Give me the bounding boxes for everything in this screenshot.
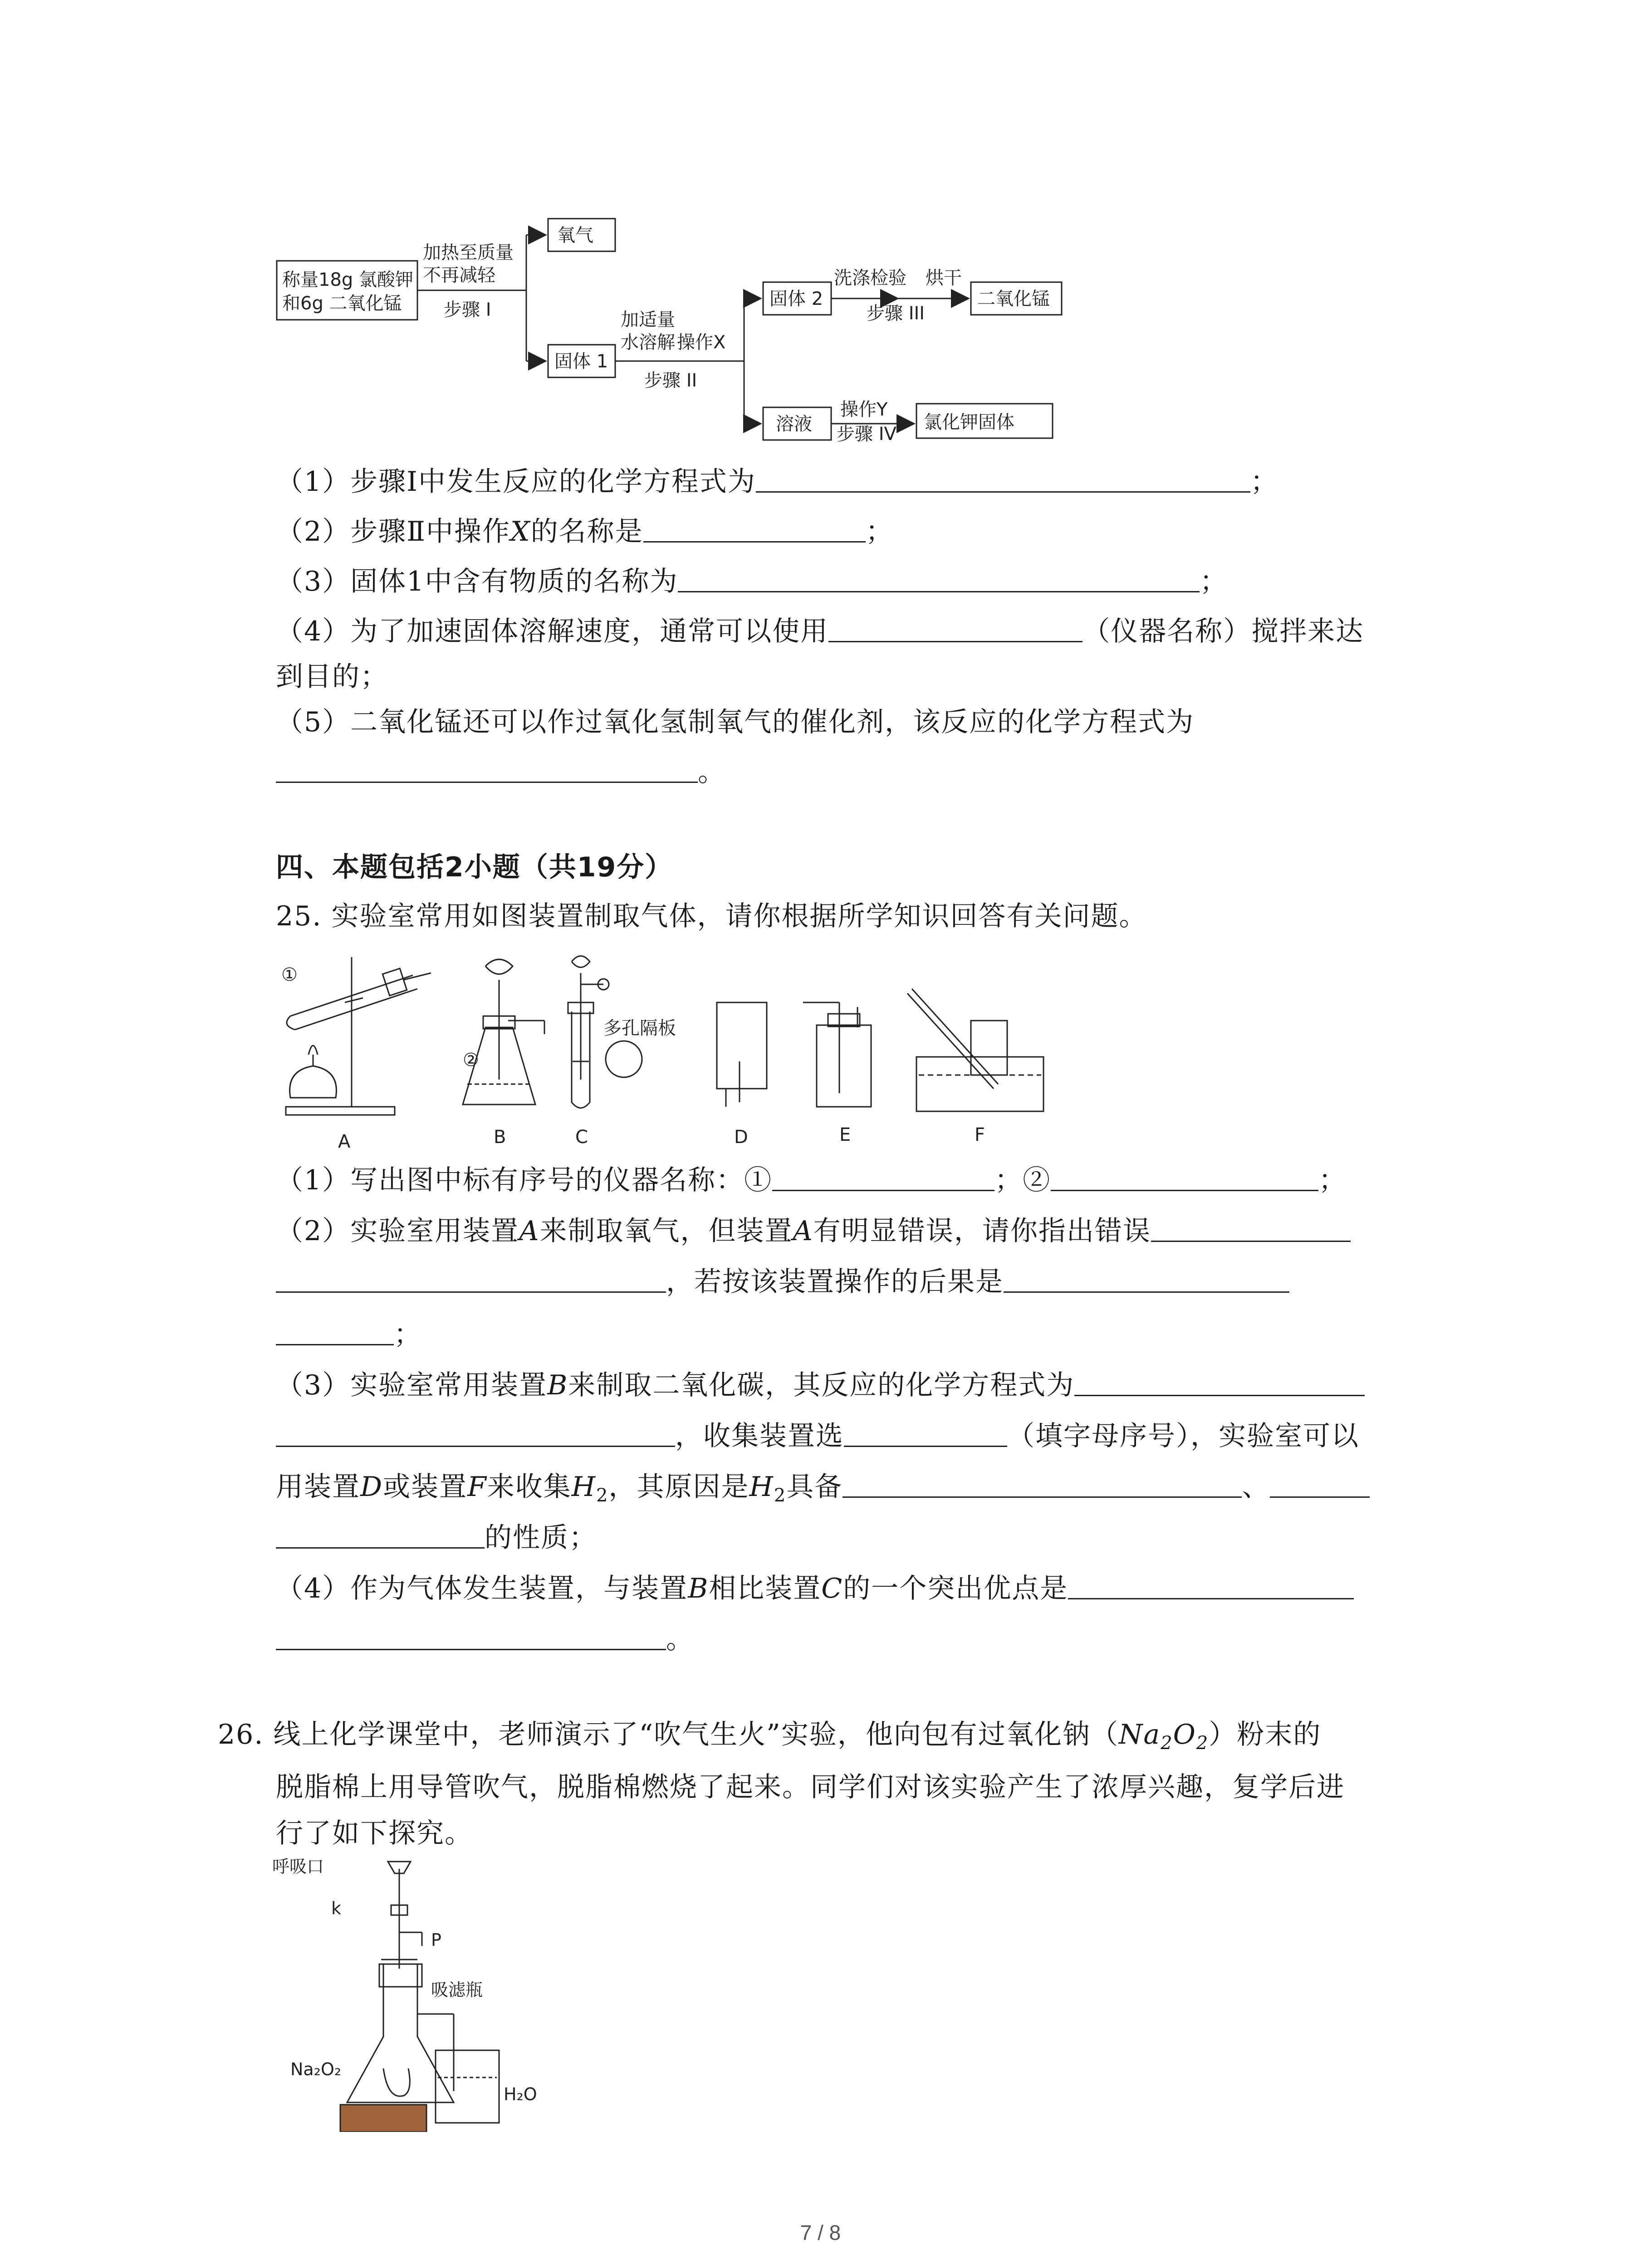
wooden-block: [340, 2105, 426, 2132]
question-number: 26.: [218, 1719, 264, 1750]
suction-flask-figure: [272, 1855, 563, 2132]
section-heading: 四、本题包括2小题（共19分）: [276, 851, 673, 883]
q25-item2-cont: ，若按该装置操作的后果是: [276, 1263, 1289, 1301]
q26-stem-line1: 26. 线上化学课堂中，老师演示了“吹气生火”实验，他向包有过氧化钠$(Na_2O_2)$粉末的: [218, 1719, 1322, 1754]
answer-blank[interactable]: [1068, 1571, 1354, 1599]
label-clamp-k: k: [331, 1898, 342, 1918]
stand-base: [286, 1107, 395, 1115]
q25-item4-end: 。: [276, 1620, 694, 1658]
flow-wash: 洗涤检验: [834, 268, 906, 288]
label-circle-2: ②: [463, 1050, 479, 1070]
answer-blank[interactable]: [1004, 1264, 1289, 1293]
answer-blank[interactable]: [844, 1418, 1007, 1447]
answer-blank[interactable]: [678, 564, 1200, 592]
flow-step2-top1: 加适量: [621, 309, 675, 330]
q25-item2: （2）实验室用装置A来制取氧气，但装置A有明显错误，请你指出错误: [276, 1212, 1351, 1250]
apparatus-a: [286, 957, 431, 1115]
q24-item4: （4）为了加速固体溶解速度，通常可以使用 （仪器名称）搅拌来达: [276, 612, 1364, 650]
answer-blank[interactable]: [276, 1520, 485, 1549]
label-porous-plate: 多孔隔板: [603, 1018, 676, 1039]
answer-blank[interactable]: [843, 1469, 1242, 1498]
q25-item2-end: ；: [276, 1315, 422, 1354]
label-circle-1: ①: [281, 964, 298, 985]
answer-blank[interactable]: [828, 614, 1083, 642]
flow-opY: 操作Y: [840, 399, 888, 420]
flow-dry: 烘干: [926, 268, 962, 288]
answer-blank[interactable]: [1051, 1163, 1318, 1191]
q25-item3: （3）实验室常用装置B来制取二氧化碳，其反应的化学方程式为: [276, 1366, 1365, 1404]
answer-blank[interactable]: [1074, 1368, 1365, 1396]
q26-stem-line2: 脱脂棉上用导管吹气，脱脂棉燃烧了起来。同学们对该实验产生了浓厚兴趣，复学后进: [276, 1771, 1345, 1803]
label-h2o: H₂O: [504, 2084, 537, 2104]
flow-opX: 操作X: [677, 332, 726, 353]
flow-solution: 溶液: [776, 414, 812, 435]
q24-item3: （3）固体1中含有物质的名称为 ；: [276, 562, 1228, 601]
flow-solid2: 固体 2: [769, 288, 823, 309]
porous-plate-inset: [606, 1041, 642, 1077]
flow-step1-label: 步骤 I: [444, 299, 491, 320]
label-p: P: [431, 1930, 441, 1950]
answer-blank[interactable]: [276, 1418, 675, 1447]
flow-start-line2: 和6g 二氧化锰: [282, 293, 402, 314]
flowchart-figure: [272, 213, 1071, 449]
answer-blank[interactable]: [1151, 1213, 1351, 1242]
apparatus-label-d: D: [734, 1127, 748, 1148]
answer-blank[interactable]: [276, 1264, 666, 1293]
label-na2o2: Na₂O₂: [290, 2059, 342, 2079]
apparatus-label-f: F: [975, 1124, 985, 1145]
answer-blank[interactable]: [276, 1622, 666, 1650]
page-number: 7 / 8: [800, 2221, 841, 2244]
q24-item5: （5）二氧化锰还可以作过氧化氢制氧气的催化剂，该反应的化学方程式为: [276, 706, 1195, 738]
q26-stem-line3: 行了如下探究。: [276, 1818, 473, 1849]
rubber-stopper: [379, 1964, 422, 1987]
q24-item1: （1）步骤Ⅰ中发生反应的化学方程式为 ；: [276, 463, 1279, 501]
apparatus-label-c: C: [575, 1127, 588, 1148]
q24-item2: （2）步骤Ⅱ中操作X的名称是 ；: [276, 513, 894, 551]
apparatus-label-b: B: [494, 1127, 506, 1148]
q25-item4: （4）作为气体发生装置，与装置B相比装置C的一个突出优点是: [276, 1569, 1354, 1608]
answer-blank[interactable]: [1270, 1469, 1370, 1498]
q25-item3-cont: ，收集装置选 （填字母序号），实验室可以: [276, 1417, 1359, 1455]
apparatus-label-e: E: [839, 1124, 851, 1145]
test-tube-inner: [383, 2068, 410, 2096]
flow-kcl: 氯化钾固体: [924, 412, 1014, 433]
flow-mno2: 二氧化锰: [977, 288, 1050, 309]
flow-step2-top2: 水溶解: [621, 332, 675, 353]
answer-blank[interactable]: [276, 754, 698, 783]
q24-item5-cont: 。: [276, 753, 726, 791]
answer-blank[interactable]: [772, 1163, 994, 1191]
label-suction-flask: 吸滤瓶: [431, 1980, 483, 2000]
apparatus-e: [803, 1002, 871, 1107]
apparatus-b: [463, 959, 544, 1105]
answer-blank[interactable]: [276, 1317, 394, 1345]
question-number: 25.: [276, 900, 322, 932]
q25-item3-cont2: 用装置D或装置F来收集$H_2$，其原因是$H_2$具备 、: [276, 1468, 1370, 1506]
flow-oxygen: 氧气: [557, 225, 593, 246]
label-breath-port: 呼吸口: [272, 1857, 324, 1877]
flow-step4-label: 步骤 IV: [837, 424, 896, 445]
flow-step2-label: 步骤 II: [644, 370, 697, 391]
q25-item3-end: 的性质；: [276, 1519, 597, 1557]
flow-step1-top1: 加热至质量: [423, 242, 514, 263]
q25-item1: （1）写出图中标有序号的仪器名称：① ；② ；: [276, 1161, 1347, 1199]
q25-stem: 25. 实验室常用如图装置制取气体，请你根据所学知识回答有关问题。: [276, 900, 1147, 932]
apparatus-figure: [272, 948, 1053, 1157]
flow-step1-top2: 不再减轻: [423, 265, 495, 286]
apparatus-label-a: A: [338, 1131, 351, 1152]
alcohol-lamp: [290, 1066, 337, 1098]
flow-solid1: 固体 1: [554, 351, 608, 372]
q24-item4-cont: 到目的；: [276, 661, 388, 693]
answer-blank[interactable]: [756, 464, 1250, 493]
apparatus-f: [907, 989, 1043, 1111]
answer-blank[interactable]: [643, 514, 866, 543]
flow-start-line1: 称量18g 氯酸钾: [282, 269, 414, 290]
flow-step3-label: 步骤 III: [867, 303, 925, 324]
apparatus-d: [717, 1002, 767, 1107]
